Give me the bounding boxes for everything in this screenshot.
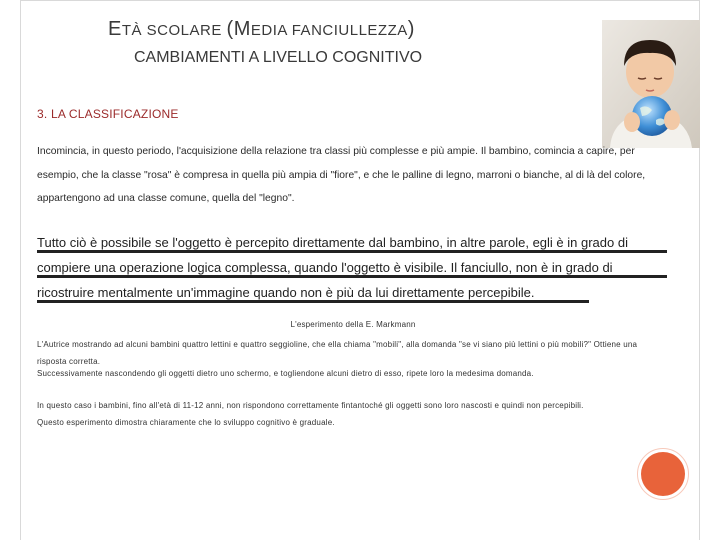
orange-circle-icon [641, 452, 685, 496]
section-heading: 3. LA CLASSIFICAZIONE [37, 107, 179, 121]
body-paragraph-1: Incomincia, in questo periodo, l'acquisizione della relazione tra classi più complesse e più ampie. Il bambino, comincia a capire, per esempio, che la classe "rosa" è compresa in quella più ampia di "fiore", e che le palline di legno, marroni o bianche, al di là del colore, appartengono ad una classe comune, quella del "legno". [37, 146, 646, 204]
experiment-title: L'esperimento della E. Markmann [290, 320, 416, 329]
experiment-line-3: In questo caso i bambini, fino all'età di 11-12 anni, non rispondono correttamente fintantoché gli oggetti sono loro nascosti e quindi non percepibili. [37, 401, 584, 410]
underline-bar [37, 275, 667, 278]
slide-title [108, 18, 415, 41]
underline-bar [37, 250, 667, 253]
title-part: (M [226, 18, 251, 40]
body-paragraph-2-text: Tutto ciò è possibile se l'oggetto è percepito direttamente dal bambino, in altre parole, egli è in grado di compiere una operazione logica complessa, quando l'oggetto è visibile. Il fanciullo, non è in grado di ricostruire mentalmente un'immagine quando non è più da lui direttamente percepibile. [37, 235, 628, 300]
experiment-line-4: Questo esperimento dimostra chiaramente che lo sviluppo cognitivo è graduale. [37, 418, 335, 427]
underline-bar [37, 300, 589, 303]
experiment-line-2: Successivamente nascondendo gli oggetti dietro uno schermo, e togliendone alcuni dietro di esso, ripete loro la medesima domanda. [37, 369, 534, 378]
child-globe-photo [602, 20, 700, 148]
experiment-line-1: L'Autrice mostrando ad alcuni bambini quattro lettini e quattro seggioline, che ella chiama "mobili", alla domanda "se vi siano più lettini o più mobili?" Ottiene una risposta corretta. [37, 340, 638, 366]
child-holding-globe-icon [602, 20, 700, 148]
title-part: ) [407, 18, 415, 40]
body-paragraph-2 [37, 230, 669, 305]
slide-frame-left [20, 0, 21, 540]
title-part: TÀ SCOLARE [121, 22, 227, 39]
title-part: E [108, 18, 122, 40]
title-part: EDIA FANCIULLEZZA [250, 22, 408, 39]
slide-frame-top [20, 0, 700, 1]
slide-subtitle: CAMBIAMENTI A LIVELLO COGNITIVO [134, 49, 423, 66]
